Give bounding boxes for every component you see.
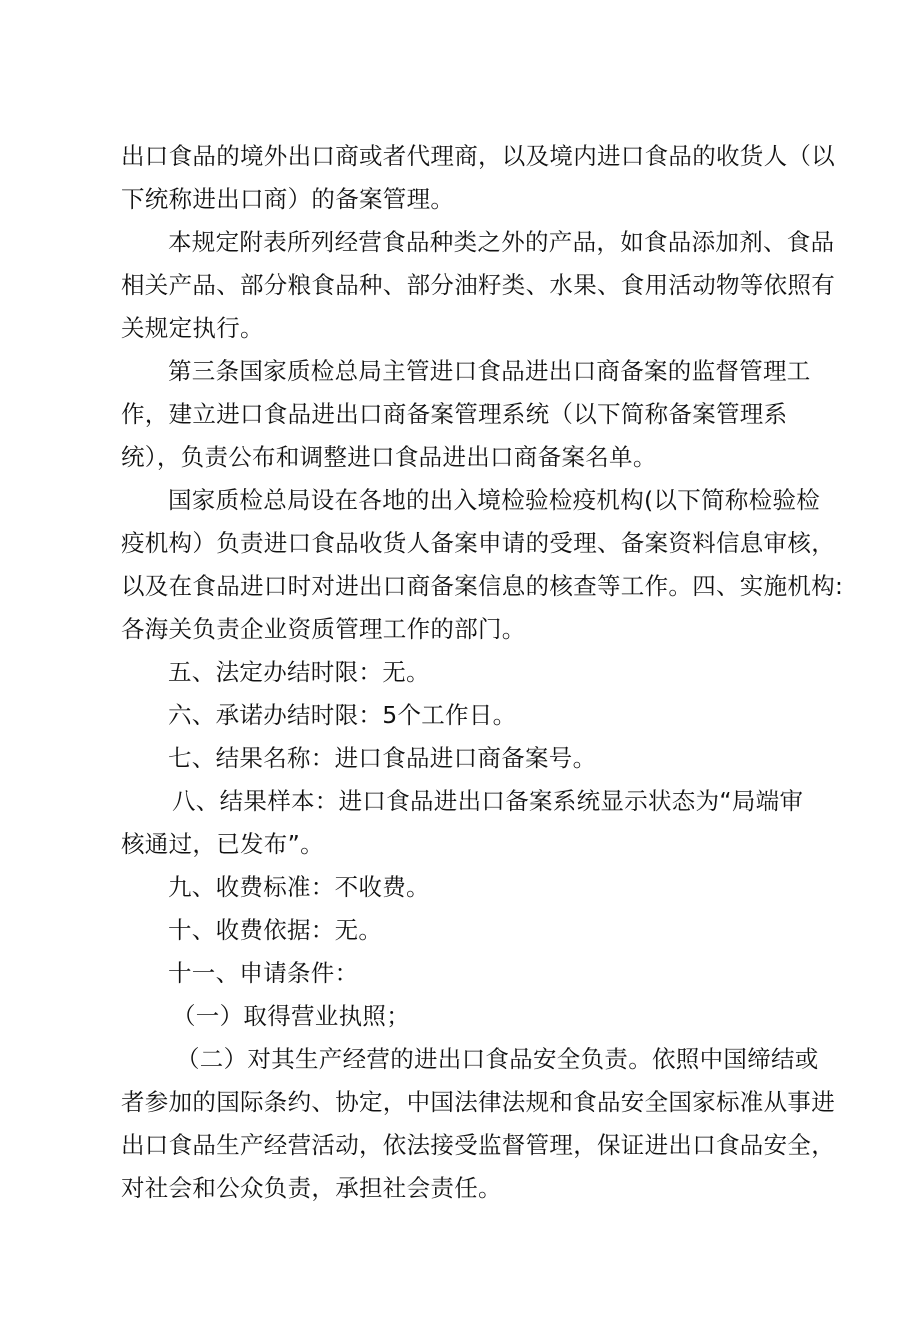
text-line: （二）对其生产经营的进出口食品安全负责。依照中国缔结或 [176,1045,819,1073]
text-line: 下统称进出口商）的备案管理。 [121,185,455,213]
text-line: 统），负责公布和调整进口食品进出口商备案名单。 [121,443,657,471]
text-line: （一）取得营业执照； [172,1002,410,1030]
text-line: 五、法定办结时限：无。 [168,658,430,686]
text-line: 出口食品的境外出口商或者代理商，以及境内进口食品的收货人（以 [121,142,835,170]
text-line: 十、收费依据：无。 [168,916,383,944]
text-line: 相关产品、部分粮食品种、部分油籽类、水果、食用活动物等依照有 [121,271,835,299]
text-line: 核通过，已发布”。 [121,830,324,858]
text-line: 八、结果样本：进口食品进出口备案系统显示状态为“局端审 [172,787,804,815]
text-line: 七、结果名称：进口食品进口商备案号。 [168,744,597,772]
text-line: 对社会和公众负责，承担社会责任。 [121,1174,502,1202]
text-line: 者参加的国际条约、协定，中国法律法规和食品安全国家标准从事进 [121,1088,835,1116]
text-line: 六、承诺办结时限：5个工作日。 [168,701,517,729]
text-line: 各海关负责企业资质管理工作的部门。 [121,615,526,643]
text-line: 本规定附表所列经营食品种类之外的产品，如食品添加剂、食品 [168,228,835,256]
text-line: 九、收费标准：不收费。 [168,873,430,901]
text-line: 作，建立进口食品进出口商备案管理系统（以下简称备案管理系 [121,400,788,428]
text-line: 以及在食品进口时对进出口商备案信息的核查等工作。四、实施机构: [121,572,844,600]
text-line: 出口食品生产经营活动，依法接受监督管理，保证进出口食品安全， [121,1131,835,1159]
text-line: 十一、申请条件： [168,959,359,987]
text-line: 第三条国家质检总局主管进口食品进出口商备案的监督管理工 [168,357,811,385]
text-line: 关规定执行。 [121,314,264,342]
text-line: 国家质检总局设在各地的出入境检验检疫机构(以下简称检验检 [168,486,821,514]
text-line: 疫机构）负责进口食品收货人备案申请的受理、备案资料信息审核， [121,529,835,557]
